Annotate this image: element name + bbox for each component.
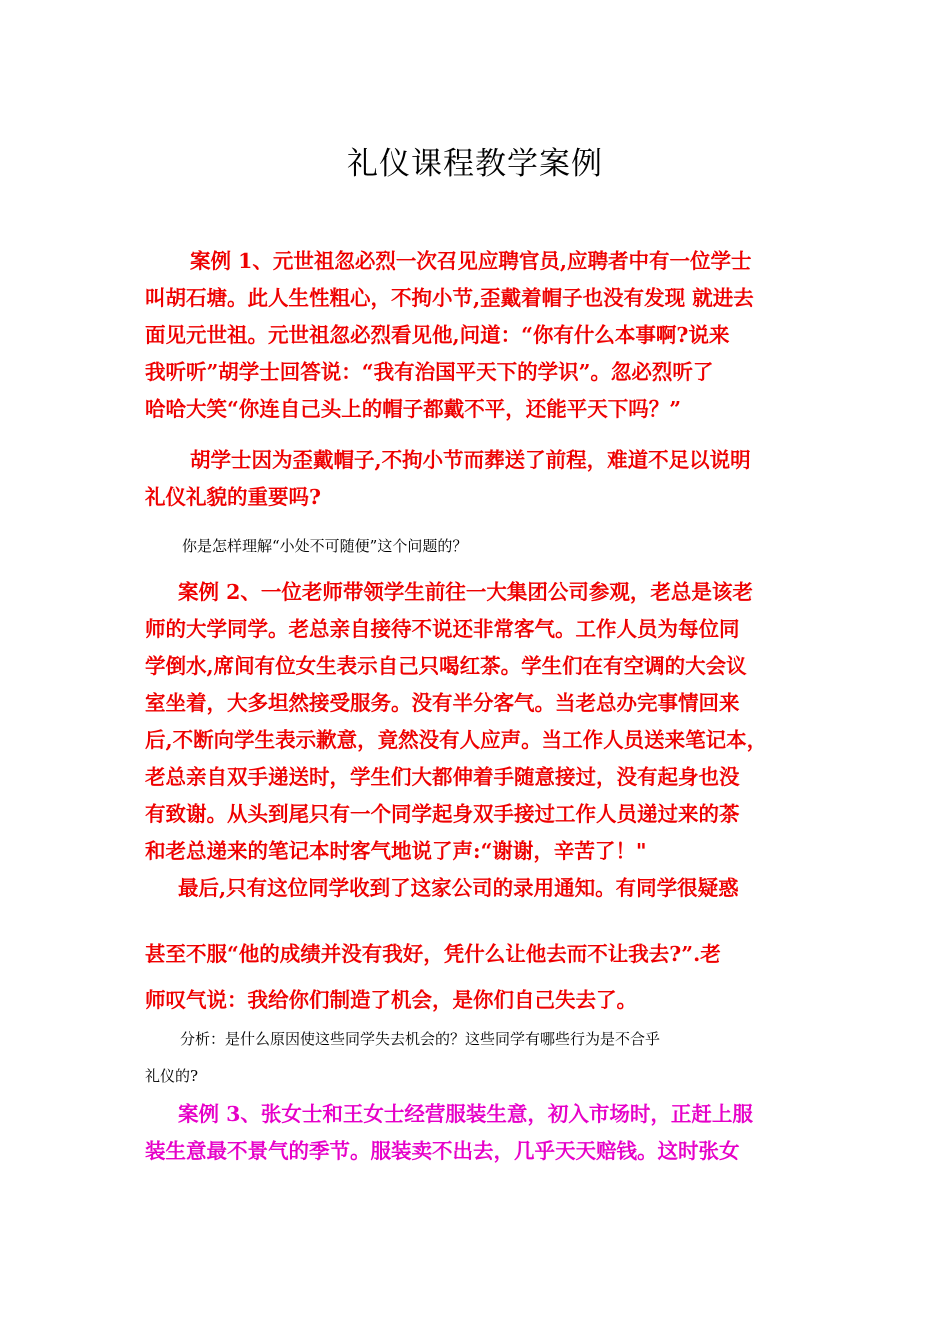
case1-line-1: 案例 1、元世祖忽必烈一次召见应聘官员,应聘者中有一位学士 (190, 249, 752, 273)
case1-line-2: 叫胡石塘。此人生性粗心，不拘小节,歪戴着帽子也没有发现 就进去 (145, 286, 754, 310)
case1-conclusion-line-2: 礼仪礼貌的重要吗? (145, 485, 322, 509)
case2-line-7: 有致谢。从头到尾只有一个同学起身双手接过工作人员递过来的茶 (145, 802, 740, 826)
case3-line-2: 装生意最不景气的季节。服装卖不出去，几乎天天赔钱。这时张女 (145, 1139, 740, 1163)
case2-line-9: 最后,只有这位同学收到了这家公司的录用通知。有同学很疑惑 (178, 876, 739, 900)
case1-line-4: 我听听”胡学士回答说：“我有治国平天下的学识”。忽必烈听了 (145, 360, 714, 384)
case1-line-5: 哈哈大笑“你连自己头上的帽子都戴不平，还能平天下吗？” (145, 397, 682, 421)
case1-conclusion-line-1: 胡学士因为歪戴帽子,不拘小节而葬送了前程，难道不足以说明 (190, 448, 751, 472)
case2-line-5: 后,不断向学生表示歉意，竟然没有人应声。当工作人员送来笔记本， (145, 728, 768, 752)
case1-question: 你是怎样理解“小处不可随便”这个问题的？ (182, 537, 468, 555)
page-title: 礼仪课程教学案例 (347, 146, 603, 182)
case3-line-1: 案例 3、张女士和王女士经营服装生意，初入市场时，正赶上服 (178, 1102, 753, 1126)
case2-analysis-line-1: 分析：是什么原因使这些同学失去机会的？这些同学有哪些行为是不合乎 (180, 1030, 661, 1048)
case2-analysis-line-2: 礼仪的? (145, 1067, 199, 1085)
case2-line-3: 学倒水,席间有位女生表示自己只喝红茶。学生们在有空调的大会议 (145, 654, 747, 678)
case2-line-2: 师的大学同学。老总亲自接待不说还非常客气。工作人员为每位同 (145, 617, 740, 641)
case2-line-8: 和老总递来的笔记本时客气地说了声:“谢谢，辛苦了！" (145, 839, 647, 863)
case2-line-6: 老总亲自双手递送时，学生们大都伸着手随意接过，没有起身也没 (145, 765, 740, 789)
case1-line-3: 面见元世祖。元世祖忽必烈看见他,问道：“你有什么本事啊?说来 (145, 323, 730, 347)
case2-line-10: 甚至不服“他的成绩并没有我好，凭什么让他去而不让我去?”.老 (145, 942, 721, 966)
case2-line-1: 案例 2、一位老师带领学生前往一大集团公司参观，老总是该老 (178, 580, 753, 604)
case2-line-4: 室坐着，大多坦然接受服务。没有半分客气。当老总办完事情回来 (145, 691, 740, 715)
case2-line-11: 师叹气说：我给你们制造了机会，是你们自己失去了。 (145, 988, 637, 1012)
